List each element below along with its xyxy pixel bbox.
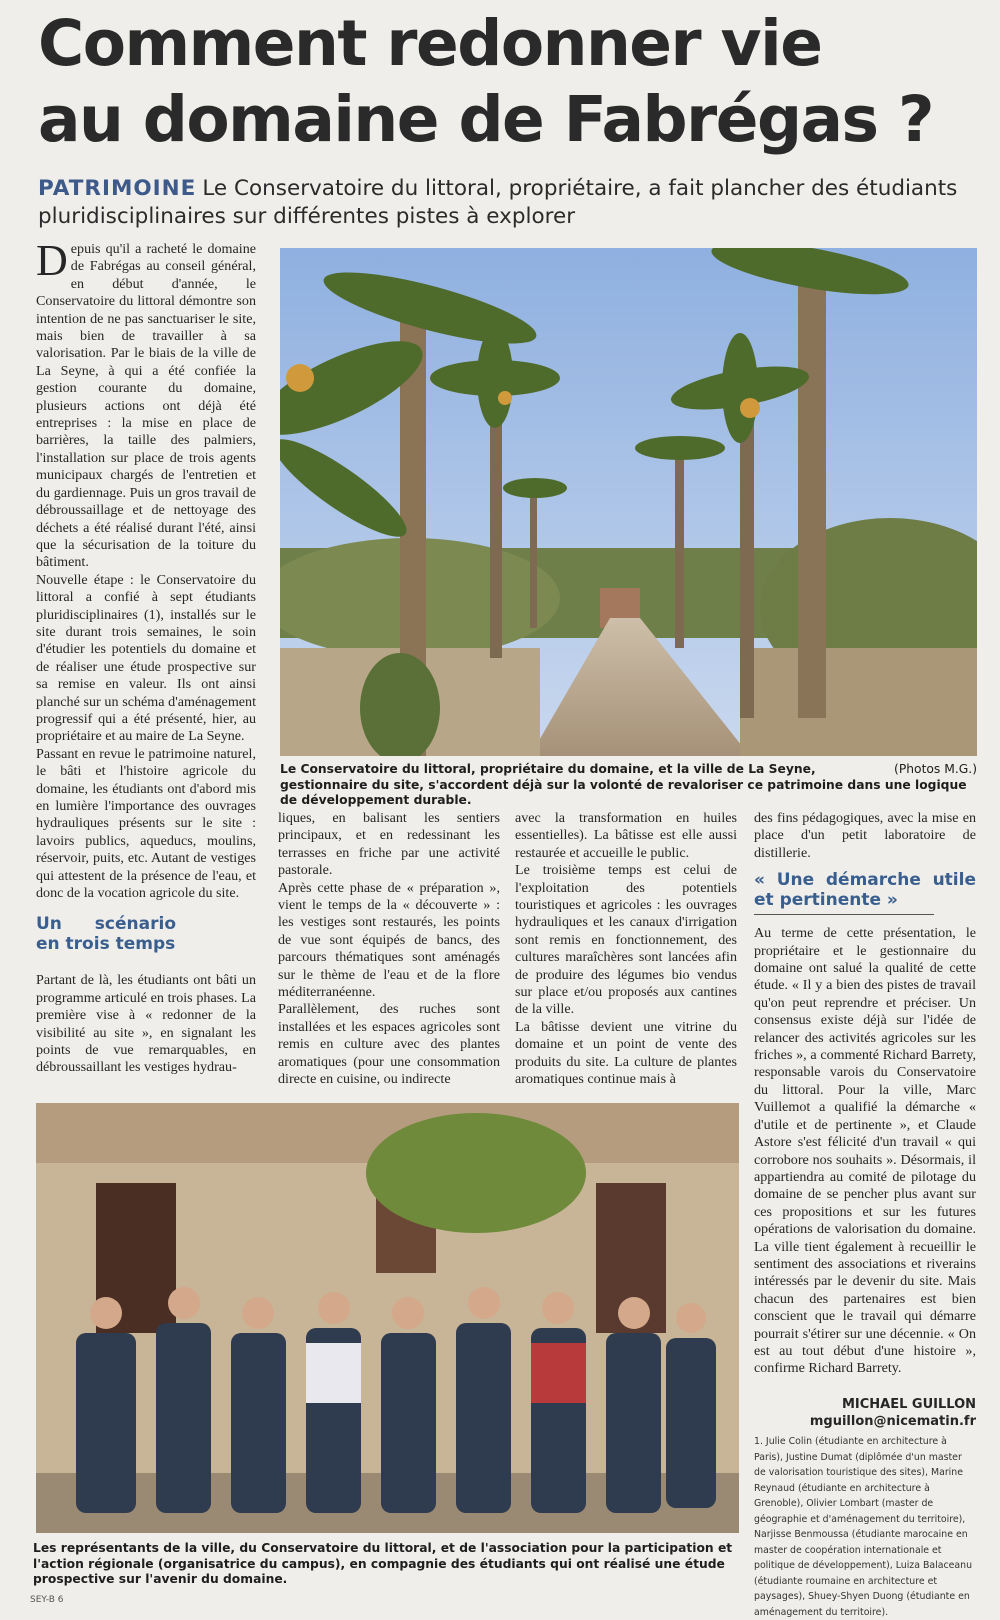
author-email: mguillon@nicematin.fr xyxy=(809,1414,976,1429)
paragraph: Au terme de cette présentation, le propriétaire et le gestionnaire du domaine ont salué la qualité de cette étude. « Il y a bien des pistes de travail qu'on peut reprendre et préciser. Un consensus existe déjà sur l'idée de relancer des activités agricoles sur les friches », a commenté Richard Barrety, responsable varois du Conservatoire du littoral. Pour la ville, Marc Vuillemot a qualifié la démarche « d'utile et de pertinente », et Claude Astore s'est félicité d'un travail « qui corrobore nos souhaits ». Désormais, il appartiendra au comité de pilotage du domaine de se pencher plus avant sur ces propositions et sur les futures opérations de valorisation du domaine. La ville tient également à recueillir le sentiment des associations et riverains intéressés par le devenir du site. Mais chacun des partenaires est bien conscient que le travail qui démarre pourrait s'étirer sur une décennie. « On est au tout début d'une histoire », confirme Richard Barrety. xyxy=(754,925,976,1377)
subhead-demarche: « Une démarche utile et pertinente » xyxy=(754,870,976,911)
subhead-rule xyxy=(754,914,934,915)
author-name: MICHAEL GUILLON xyxy=(841,1397,976,1412)
paragraph: Nouvelle étape : le Conservatoire du littoral a confié à sept étudiants pluridisciplinaires (1), installés sur le site durant trois semaines, le soin d'étudier les potentiels du domaine et de réaliser une étude prospective sur sa remise en valeur. Ils ont ainsi planché sur un schéma d'aménagement progressif qui a été présenté, hier, au propriétaire et au maire de La Seyne. xyxy=(36,571,256,745)
palm-avenue-photo xyxy=(280,248,977,756)
headline-line-1: Comment redonner vie xyxy=(38,7,822,80)
footnote: 1. Julie Colin (étudiante en architecture à Paris), Justine Dumat (diplômée d'un master de valorisation touristique des sites), Marine Reynaud (étudiante en architecture à Grenoble), Olivier Lombart (master de géographie et d'aménagement du territoire), Narjisse Benmoussa (étudiante marocaine en master de coopération internationale et politique de développement), Luiza Balaceanu (étudiante roumaine en architecture et paysages), Shuey-Shyen Duong (étudiante en aménagement du territoire). xyxy=(754,1436,973,1618)
caption-text: Le Conservatoire du littoral, propriétaire du domaine, et la ville de La Seyne, gestionnaire du site, s'accordent déjà sur la volonté de revaloriser ce patrimoine dans une logique de développement durable. xyxy=(280,762,967,807)
headline xyxy=(38,6,988,158)
group-photo-illustration xyxy=(36,1103,739,1533)
signature xyxy=(754,1396,976,1430)
paragraph: avec la transformation en huiles essentielles). La bâtisse est elle aussi restaurée et accueille le public. xyxy=(515,810,737,861)
photo-credit: (Photos M.G.) xyxy=(894,762,977,776)
paragraph: Parallèlement, des ruches sont installées et les espaces agricoles sont remis en culture avec des plantes aromatiques (pour une consommation directe en cuisine, ou indirecte xyxy=(278,1001,500,1088)
article-column-2 xyxy=(278,810,500,1089)
paragraph: Partant de là, les étudiants ont bâti un programme articulé en trois phases. La première vise à « redonner de la visibilité au site », en signalant les points de vue remarquables, en débroussaillant les vestiges hydrau- xyxy=(36,972,256,1076)
photo-caption-top xyxy=(280,762,977,809)
photo-caption-bottom: Les représentants de la ville, du Conservatoire du littoral, et de l'association pour la participation et l'action régionale (organisatrice du campus), en compagnie des étudiants qui ont réalisé une étude prospective sur l'avenir du domaine. xyxy=(33,1541,733,1586)
article-column-4 xyxy=(754,810,976,1378)
paragraph: Le troisième temps est celui de l'exploitation des potentiels touristiques et agricoles : les ouvrages hydrauliques et les canaux d'irrigation sont remis en fonctionnement, des cultures maraîchères sont lancées afin de produire des légumes bio vendus sur place et/ou proposés aux cantines de la ville. xyxy=(515,862,737,1018)
kicker: PATRIMOINE xyxy=(38,176,197,201)
headline-line-2: au domaine de Fabrégas ? xyxy=(38,83,934,156)
drop-cap: D xyxy=(36,236,68,285)
deck xyxy=(38,175,988,231)
page-folio: SEY-B 6 xyxy=(30,1595,64,1605)
paragraph: Depuis qu'il a racheté le domaine de Fabrégas au conseil général, en début d'année, le Conservatoire du littoral démontre son intention de ne pas sanctuariser le site, mais bien de travailler à sa valorisation. Par le biais de la ville de La Seyne, à qui a été confiée la gestion courante du domaine, plusieurs actions ont déjà été entreprises : la mise en place de barrières, la taille des palmiers, l'installation sur place de trois agents municipaux chargés de l'entretien et du gardiennage. Puis un gros travail de débroussaillage et de nettoyage des déchets a été réalisé durant l'été, ainsi que la sécurisation de la toiture du bâtiment. xyxy=(36,236,256,571)
paragraph: Après cette phase de « préparation », vient le temps de la « découverte » : les vestiges sont restaurés, les points de vue sont équipés de bancs, des parcours thématiques sont aménagés sur le thème de l'eau et de la flore méditerranéenne. xyxy=(278,879,500,1001)
group-photo xyxy=(36,1103,739,1533)
deck-text: Le Conservatoire du littoral, propriétaire, a fait plancher des étudiants pluridisciplinaires sur différentes pistes à explorer xyxy=(38,176,958,229)
paragraph: liques, en balisant les sentiers principaux, et en redessinant les terrasses en friche par une activité pastorale. xyxy=(278,810,500,879)
subhead-scenario: Un scénario en trois temps xyxy=(36,914,176,955)
palm-avenue-illustration xyxy=(280,248,977,756)
paragraph: La bâtisse devient une vitrine du domaine et un point de vente des produits du site. La culture de plantes aromatiques continue mais à xyxy=(515,1018,737,1088)
article-column-1 xyxy=(36,236,256,1077)
paragraph: Passant en revue le patrimoine naturel, le bâti et l'histoire agricole du domaine, les étudiants ont d'abord mis en lumière l'importance des ouvrages hydrauliques présents sur le site : lavoirs publics, aqueducs, moulins, réservoir, puits, etc. Autant de vestiges qui attestent de la présence de l'eau, et donc de la vocation agricole du site. xyxy=(36,745,256,902)
article-column-3 xyxy=(515,810,737,1089)
paragraph: des fins pédagogiques, avec la mise en place d'un petit laboratoire de distillerie. xyxy=(754,810,976,861)
